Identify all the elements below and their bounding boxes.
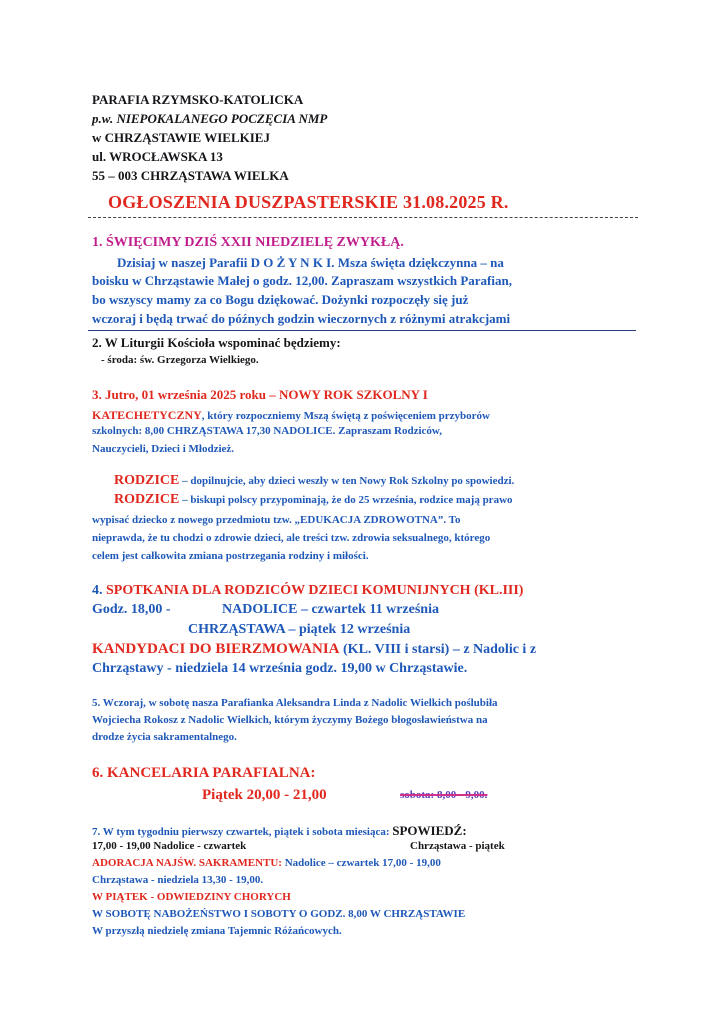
s5-line-3: drodze życia sakramentalnego. — [92, 731, 237, 743]
s5-line-2: Wojciecha Rokosz z Nadolic Wielkich, którym życzymy Bożego błogosławieństwa na — [92, 714, 488, 726]
s3-parents-2 — [114, 492, 513, 508]
s2-item: - środa: św. Grzegorza Wielkiego. — [101, 354, 259, 366]
s7-line-4: Chrząstawa - niedziela 13,30 - 19,00. — [92, 874, 264, 886]
s6-heading: 6. KANCELARIA PARAFIALNA: — [92, 765, 316, 781]
s3-parents-text-2: – biskupi polscy przypominają, że do 25 września, rodzice mają prawo — [179, 494, 513, 506]
s4-line-4 — [92, 641, 536, 658]
header-line-5: 55 – 003 CHRZĄSTAWA WIELKA — [92, 168, 289, 183]
s7-line-6: W SOBOTĘ NABOŻEŃSTWO I SOBOTY O GODZ. 8,00 W CHRZĄSTAWIE — [92, 908, 466, 920]
s7-confession: SPOWIEDŹ: — [392, 823, 467, 838]
s7-adoration-rest: Nadolice – czwartek 17,00 - 19,00 — [281, 857, 441, 869]
s3-line-2 — [92, 408, 490, 423]
header-line-4: ul. WROCŁAWSKA 13 — [92, 149, 223, 164]
s7-line-5: W PIĄTEK - ODWIEDZINY CHORYCH — [92, 891, 291, 903]
s4-time: Godz. 18,00 - — [92, 602, 171, 617]
s7-line-2a: 17,00 - 19,00 Nadolice - czwartek — [92, 840, 247, 852]
s3-parents-line-3: wypisać dziecko z nowego przedmiotu tzw. „EDUKACJA ZDROWOTNA”. To — [92, 514, 461, 526]
parish-header — [92, 90, 327, 185]
s1-line-3: bo wszyscy mamy za co Bogu dziękować. Dożynki rozpoczęły się już — [92, 292, 469, 307]
s4-line-1 — [92, 583, 523, 599]
s4-line-5: Chrząstawy - niedziela 14 września godz. 19,00 w Chrząstawie. — [92, 661, 468, 676]
title-divider — [88, 217, 638, 218]
s6-struck-hours: sobota: 8,00 - 9,00. — [400, 789, 488, 801]
s4-confirmation-rest: (KL. VIII i starsi) – z Nadolic i z — [339, 642, 537, 657]
s3-line-4: Nauczycieli, Dzieci i Młodzież. — [92, 443, 235, 455]
s3-line-1: 3. Jutro, 01 września 2025 roku – NOWY ROK SZKOLNY I — [92, 387, 428, 402]
s4-nadolice — [222, 602, 439, 618]
s2-heading: 2. W Liturgii Kościoła wspominać będziemy: — [92, 335, 341, 350]
s7-line-2b: Chrząstawa - piątek — [410, 840, 505, 852]
s3-parents-label-1: RODZICE — [114, 473, 180, 488]
s1-heading: 1. ŚWIĘCIMY DZIŚ XXII NIEDZIELĘ ZWYKŁĄ. — [92, 235, 404, 250]
s3-parents-label-2: RODZICE — [114, 492, 180, 507]
s3-parents-line-5: celem jest całkowita zmiana postrzegania rodziny i miłości. — [92, 550, 369, 562]
s4-chrzastawa — [188, 622, 410, 638]
s4-heading: SPOTKANIA DLA RODZICÓW DZIECI KOMUNIJNYCH (KL.III) — [106, 583, 524, 598]
s7-line-1 — [92, 823, 467, 839]
s1-line-2: boisku w Chrząstawie Małej o godz. 12,00. Zapraszam wszystkich Parafian, — [92, 273, 512, 288]
s4-chrzastawa-label: CHRZĄSTAWA — [188, 622, 285, 637]
header-line-2: p.w. NIEPOKALANEGO POCZĘCIA NMP — [92, 111, 328, 126]
s7-adoration: ADORACJA NAJŚW. SAKRAMENTU: — [92, 857, 282, 869]
s4-number: 4. — [92, 583, 106, 598]
s6-hours: Piątek 20,00 - 21,00 — [202, 787, 327, 803]
s3-parents-text-1: – dopilnujcie, aby dzieci weszły w ten Nowy Rok Szkolny po spowiedzi. — [179, 475, 515, 487]
header-line-3: w CHRZĄSTAWIE WIELKIEJ — [92, 130, 270, 145]
s3-line-2-rest: , który rozpoczniemy Mszą świętą z poświęceniem przyborów — [201, 410, 490, 422]
s4-chrzastawa-date: – piątek 12 września — [285, 622, 411, 637]
header-line-1: PARAFIA RZYMSKO-KATOLICKA — [92, 92, 304, 107]
s3-katechetyczny: KATECHETYCZNY — [92, 408, 202, 422]
s7-intro: 7. W tym tygodniu pierwszy czwartek, piątek i sobota miesiąca: — [92, 826, 393, 838]
s4-nadolice-date: – czwartek 11 września — [297, 602, 439, 617]
s1-line-1: Dzisiaj w naszej Parafii D O Ż Y N K I. Msza święta dziękczynna – na — [117, 255, 504, 270]
s4-confirmation: KANDYDACI DO BIERZMOWANIA — [92, 641, 340, 657]
s7-line-3 — [92, 857, 441, 869]
s1-line-4: wczoraj i będą trwać do późnych godzin wieczornych z różnymi atrakcjami — [92, 311, 511, 326]
s7-line-7: W przyszłą niedzielę zmiana Tajemnic Różańcowych. — [92, 925, 342, 937]
s4-line-2 — [92, 602, 171, 618]
s3-line-3: szkolnych: 8,00 CHRZĄSTAWA 17,30 NADOLICE. Zapraszam Rodziców, — [92, 425, 442, 437]
s3-parents-line-4: nieprawda, że tu chodzi o zdrowie dzieci, ale treści tzw. zdrowia seksualnego, którego — [92, 532, 491, 544]
s5-line-1: 5. Wczoraj, w sobotę nasza Parafianka Aleksandra Linda z Nadolic Wielkich poślubiła — [92, 697, 498, 709]
page-title: OGŁOSZENIA DUSZPASTERSKIE 31.08.2025 R. — [108, 192, 509, 212]
s4-nadolice-label: NADOLICE — [222, 602, 298, 617]
s3-parents-1 — [114, 473, 514, 489]
section-divider — [88, 330, 636, 331]
